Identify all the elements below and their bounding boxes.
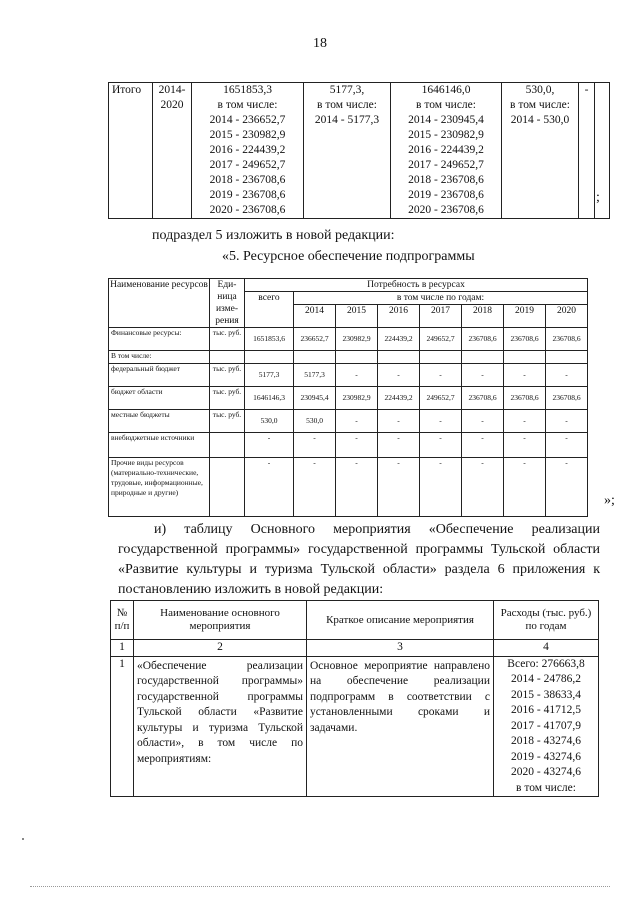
row-num: 1 [111,656,134,797]
header-year: 2014 [294,305,336,328]
end-mark-2: »; [604,493,615,508]
table-row: 1 2 3 4 [111,640,599,657]
row-description: Основное мероприятие направлено на обеспечение реализации подпрограмм в соответствии с установленными сроками и задачами. [307,656,494,797]
header-years-label: в том числе по годам: [294,292,588,305]
header-num: № п/п [111,601,134,640]
header-year: 2019 [504,305,546,328]
header-year: 2015 [336,305,378,328]
header-name: Наименование ресурсов [109,279,210,328]
totals-cell-other: - [579,83,595,219]
header-year: 2016 [378,305,420,328]
header-measure-name: Наименование основного мероприятия [134,601,307,640]
end-mark-1: ; [596,190,600,205]
resources-table [108,278,588,517]
header-unit: Еди-ница изме-рения [210,279,245,328]
table-row: федеральный бюджет тыс. руб. 5177,3 5177,3 - - - - - - [109,364,588,387]
table-row: Прочие виды ресурсов (материально-технические, трудовые, информационные, природные и другие) - - - - - - - - [109,458,588,517]
totals-label: Итого [109,83,153,219]
table-row: бюджет области тыс. руб. 1646146,3 230945,4 230982,9 224439,2 249652,7 236708,6 236708,6 236708,6 [109,387,588,410]
header-description: Краткое описание мероприятия [307,601,494,640]
table-row: местные бюджеты тыс. руб. 530,0 530,0 - - - - - - [109,410,588,433]
table-row [111,656,599,797]
totals-years: 2014-2020 [153,83,192,219]
row-expenses: Всего: 276663,8 2014 - 24786,2 2015 - 38633,4 2016 - 41712,5 2017 - 41707,9 2018 - 43274,6 2019 - 43274,6 2020 - 43274,6 в том числе: [494,656,599,797]
table-header-row [111,601,599,640]
header-expenses: Расходы (тыс. руб.) по годам [494,601,599,640]
scan-speck [22,838,24,840]
section-heading: «5. Ресурсное обеспечение подпрограммы [222,249,475,264]
header-total: всего [245,292,294,328]
measures-table [110,600,599,797]
paragraph-2: и) таблицу Основного мероприятия «Обеспечение реализации государственной программы» государственной программы Тульской области «Развитие культуры и туризма Тульской области» раздела 6 приложения к постановлению изложить в новой редакции: [118,522,600,597]
header-need: Потребность в ресурсах [245,279,588,292]
totals-cell-federal: 5177,3, в том числе: 2014 - 5177,3 [304,83,391,219]
scan-edge-line [30,886,610,887]
header-year: 2020 [546,305,588,328]
table-row [109,83,610,219]
table-row: Финансовые ресурсы: тыс. руб. 1651853,6 236652,7 230982,9 224439,2 249652,7 236708,6 236708,6 236708,6 [109,328,588,351]
header-year: 2017 [420,305,462,328]
row-measure-name: «Обеспечение реализации государственной программы» государственной программы Тульской области «Развитие культуры и туризма Тульской области», в том числе по мероприятиям: [134,656,307,797]
table-row: В том числе: [109,351,588,364]
totals-cell-all: 1651853,3 в том числе: 2014 - 236652,7 2015 - 230982,9 2016 - 224439,2 2017 - 249652,7 2018 - 236708,6 2019 - 236708,6 2020 - 236708,6 [192,83,304,219]
paragraph-1: подраздел 5 изложить в новой редакции: [152,228,395,243]
totals-cell-local: 530,0, в том числе: 2014 - 530,0 [502,83,579,219]
totals-cell-regional: 1646146,0 в том числе: 2014 - 230945,4 2015 - 230982,9 2016 - 224439,2 2017 - 249652,7 2018 - 236708,6 2019 - 236708,6 2020 - 236708,6 [391,83,502,219]
table-row: внебюджетные источники - - - - - - - - [109,433,588,458]
table-header-row [109,279,588,292]
totals-table [108,82,610,219]
page-number: 18 [313,36,327,51]
header-year: 2018 [462,305,504,328]
